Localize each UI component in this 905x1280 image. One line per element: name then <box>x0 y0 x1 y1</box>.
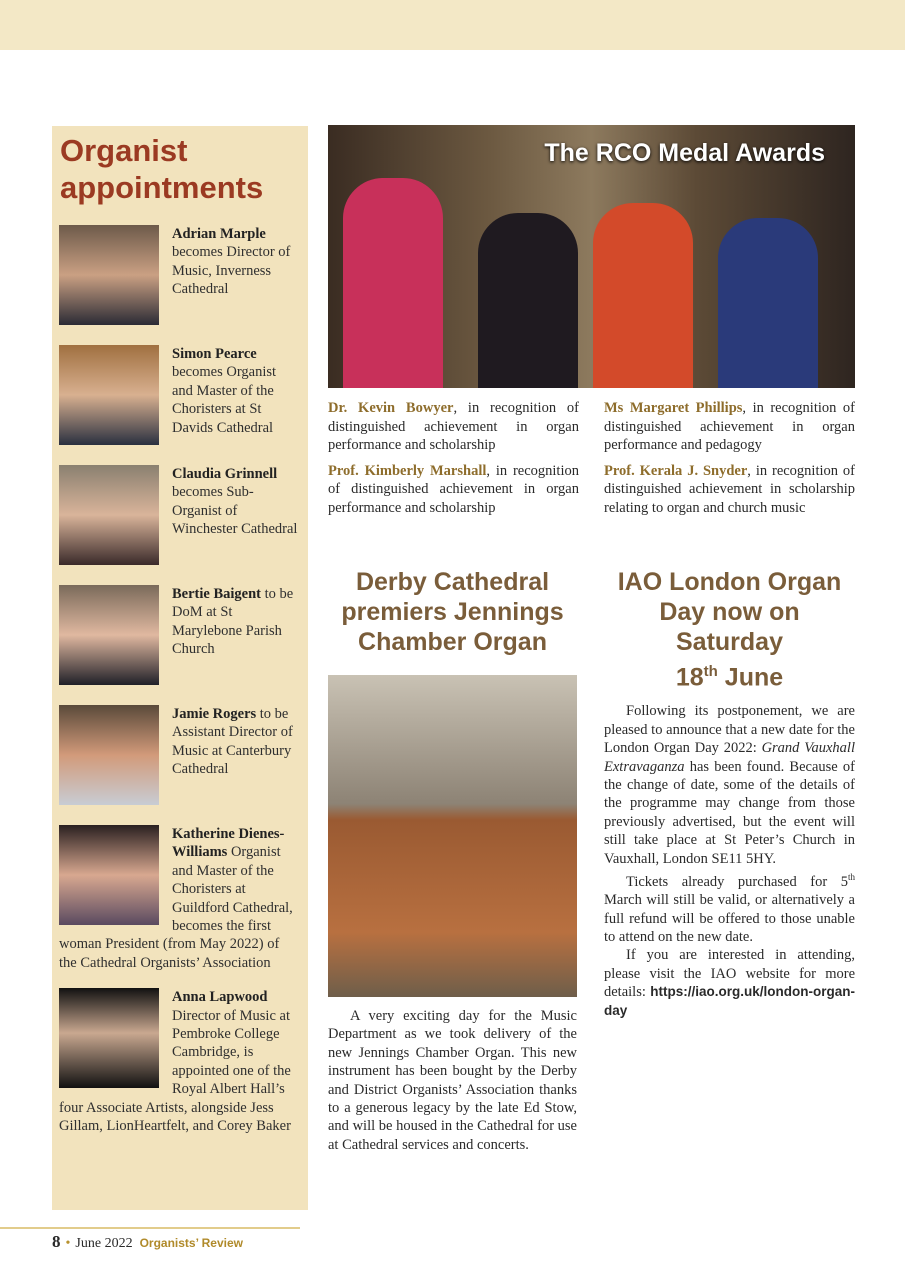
top-band <box>0 0 905 50</box>
bullet: • <box>65 1236 71 1251</box>
issue-date: June 2022 <box>75 1236 133 1251</box>
photo-title: The RCO Medal Awards <box>544 139 825 167</box>
appointment-text: becomes Director of Music, Inverness Cathedral <box>172 244 291 298</box>
award-entry <box>328 399 579 455</box>
iao-paragraph <box>604 702 855 868</box>
appointment-entry <box>59 345 299 449</box>
person-name: Adrian Marple <box>172 226 266 242</box>
event-name: Grand Vauxhall Extravaganza <box>604 740 855 775</box>
portrait-photo <box>59 225 159 325</box>
appointment-entry <box>59 225 299 329</box>
appointment-text: to be Assistant Director of Music at Canterbury Cathedral <box>172 706 293 778</box>
portrait-photo <box>59 345 159 445</box>
headline-sup: th <box>703 663 718 680</box>
sidebar-title: Organist appointments <box>60 133 264 205</box>
awardee-name: Dr. Kevin Bowyer <box>328 400 454 416</box>
award-text: , in recognition of distinguished achievement in scholarship relating to organ and church music <box>604 462 855 516</box>
headline-day: 18 <box>675 663 704 692</box>
award-entry <box>328 462 579 518</box>
medal-winners-photo <box>328 125 855 388</box>
headline-month: June <box>717 663 784 692</box>
iao-link[interactable]: https://iao.org.uk/london-organ-day <box>604 984 855 1018</box>
person-name: Bertie Baigent <box>172 586 261 602</box>
portrait-photo <box>59 825 159 925</box>
award-text: , in recognition of distinguished achievement in organ performance and scholarship <box>328 462 579 516</box>
portrait-photo <box>59 988 159 1088</box>
sup: th <box>847 871 855 882</box>
iao-column <box>604 567 855 1020</box>
text: Tickets already purchased for 5 <box>626 873 848 890</box>
portrait-photo <box>59 465 159 565</box>
derby-article <box>328 1007 577 1154</box>
appointment-entry <box>59 585 299 689</box>
appointment-text: becomes Organist and Master of the Choristers at St Davids Cathedral <box>172 364 277 436</box>
text: Following its postponement, we are pleased to announce that a new date for the London Organ Day 2022: <box>604 703 855 757</box>
footer <box>52 1232 243 1252</box>
awardee-name: Prof. Kerala J. Snyder <box>604 462 748 479</box>
derby-headline: Derby Cathedral premiers Jennings Chamber Organ <box>341 568 564 656</box>
person-name: Anna Lapwood <box>172 989 268 1006</box>
iao-paragraph <box>604 868 855 946</box>
person-name: Simon Pearce <box>172 346 257 362</box>
person-name: Jamie Rogers <box>172 706 257 722</box>
appointment-text: Organist and Master of the Choristers at Guildford Cathedral, becomes the first woman President (from May 2022) of the Cathedral Organists’ Association <box>59 844 293 971</box>
appointment-entry <box>59 825 299 972</box>
awardee-name: Ms Margaret Phillips <box>604 400 743 416</box>
appointment-entry <box>59 988 299 1135</box>
figure <box>718 218 818 388</box>
award-text: , in recognition of distinguished achievement in organ performance and pedagogy <box>604 400 855 453</box>
person-name: Katherine Dienes-Williams <box>172 826 285 861</box>
appointment-entry <box>59 465 299 569</box>
figure <box>478 213 578 388</box>
appointment-entry <box>59 705 299 809</box>
appointment-text: becomes Sub-Organist of Winchester Cathedral <box>172 484 298 538</box>
person-name: Claudia Grinnell <box>172 466 278 482</box>
award-text: , in recognition of distinguished achievement in organ performance and scholarship <box>328 400 579 453</box>
awardee-name: Prof. Kimberly Marshall <box>328 462 487 479</box>
derby-body: A very exciting day for the Music Department as we took delivery of the new Jennings Chamber Organ. This new instrument has been bought by the Derby and District Organists’ Association thanks to a generous legacy by the late Ed Stow, and will be housed in the Cathedral for use at Cathedral services and concerts. <box>328 1008 577 1153</box>
appointments-sidebar <box>52 126 308 1210</box>
award-entry <box>604 399 855 455</box>
chamber-organ-photo <box>328 675 577 997</box>
appointment-text: to be DoM at St Marylebone Parish Church <box>172 586 294 658</box>
text: If you are interested in attending, please visit the IAO website for more details: <box>604 947 855 1001</box>
portrait-photo <box>59 585 159 685</box>
iao-headline <box>604 567 855 692</box>
text: has been found. Because of the change of date, some of the details of the programme may change from those previously advertised, but the event will still take place at St Peter’s Church in Vauxhall, London SE11 5HY. <box>604 758 855 867</box>
figure <box>343 178 443 388</box>
headline-text: IAO London Organ Day now on Saturday <box>617 568 842 656</box>
text: March will still be valid, or alternatively a full refund will be offered to those unable to attend on the new date. <box>604 892 855 946</box>
footer-rule <box>0 1227 300 1229</box>
award-entry <box>604 462 855 518</box>
page-number: 8 <box>52 1232 61 1251</box>
figure <box>593 203 693 388</box>
iao-article <box>604 702 855 1020</box>
magazine-name: Organists’ Review <box>139 1236 243 1250</box>
derby-column <box>328 567 577 1154</box>
iao-paragraph <box>604 946 855 1020</box>
appointment-text: Director of Music at Pembroke College Cambridge, is appointed one of the Royal Albert Hall’s four Associate Artists, alongside Jess Gillam, LionHeartfelt, and Corey Baker <box>59 1007 291 1135</box>
portrait-photo <box>59 705 159 805</box>
award-list <box>328 399 855 517</box>
